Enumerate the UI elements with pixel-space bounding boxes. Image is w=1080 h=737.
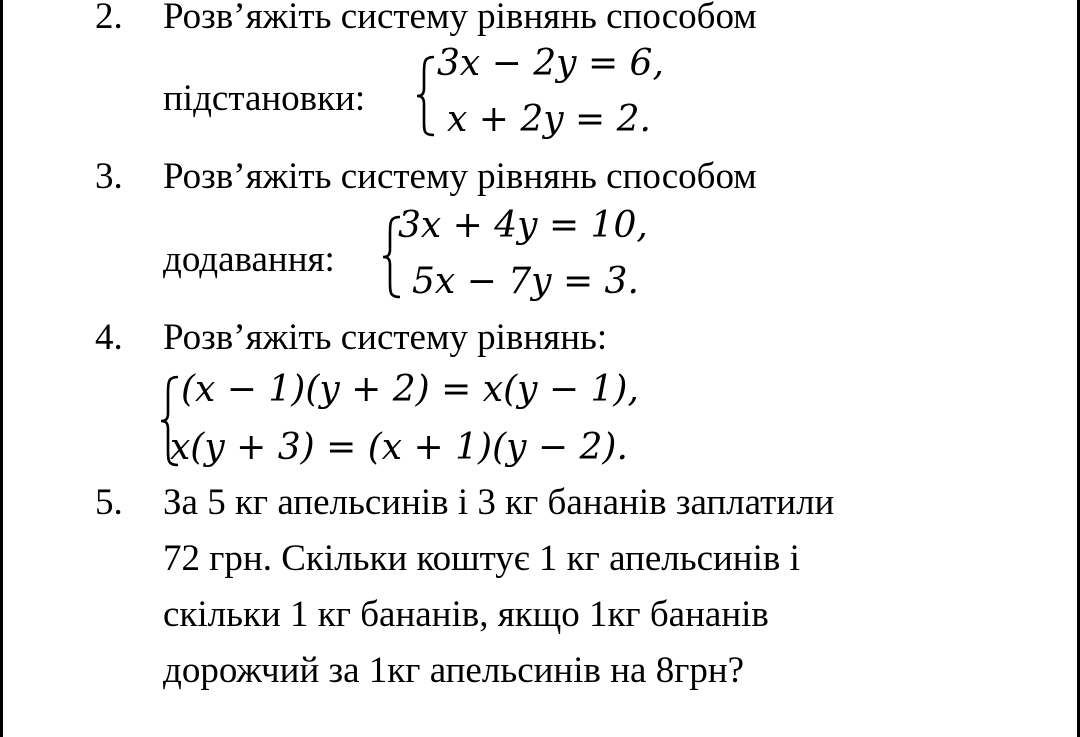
equation-1: 3x + 4y = 10, <box>398 205 648 246</box>
method-label: підстановки: <box>163 78 366 119</box>
equation-1: (x − 1)(y + 2) = x(y − 1), <box>181 369 639 410</box>
problem-text-line-3: скільки 1 кг бананів, якщо 1кг бананів <box>163 594 769 635</box>
problem-text: Розв’яжіть систему рівнянь способом <box>163 0 757 37</box>
problem-number: 4. <box>95 317 123 358</box>
problem-number: 3. <box>95 156 123 197</box>
problem-number: 5. <box>95 482 123 523</box>
problem-text-line-2: 72 грн. Скільки коштує 1 кг апельсинів і <box>163 538 800 579</box>
problem-number: 2. <box>95 0 123 37</box>
equation-1: 3x − 2y = 6, <box>437 43 664 84</box>
page-border-left <box>0 0 3 737</box>
problem-text-line-4: дорожчий за 1кг апельсинів на 8грн? <box>163 650 745 691</box>
problem-text: Розв’яжіть систему рівнянь: <box>163 317 608 358</box>
problem-text-line-1: За 5 кг апельсинів і 3 кг бананів заплатили <box>163 482 835 523</box>
equation-2: x(y + 3) = (x + 1)(y − 2). <box>170 427 628 468</box>
equation-2: 5x − 7y = 3. <box>412 261 639 302</box>
problem-text: Розв’яжіть систему рівнянь способом <box>163 156 757 197</box>
method-label: додавання: <box>163 239 335 280</box>
equation-2: x + 2y = 2. <box>447 99 651 140</box>
system-brace <box>414 54 438 138</box>
